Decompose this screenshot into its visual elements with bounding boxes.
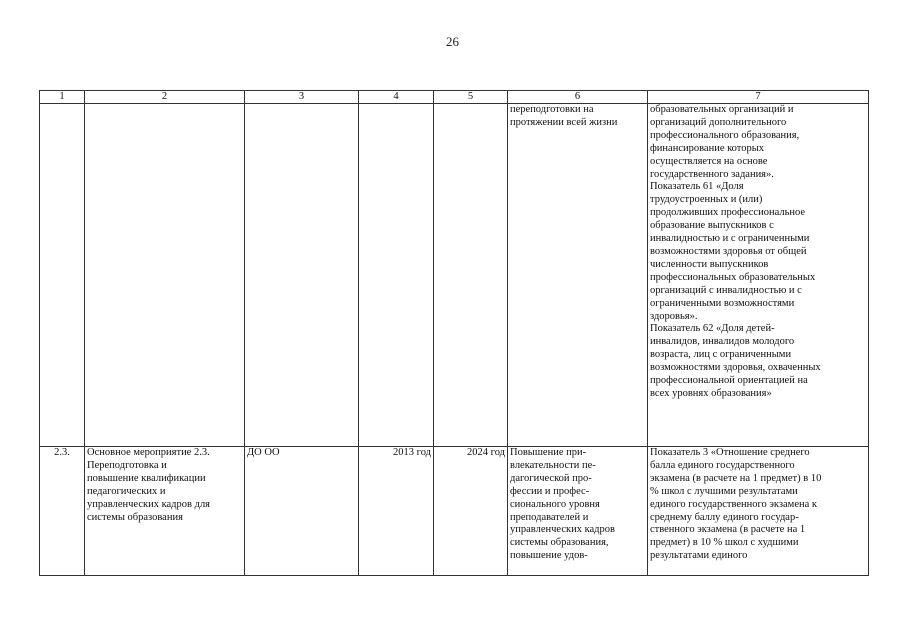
table-row — [40, 104, 869, 447]
header-cell: 7 — [648, 91, 869, 104]
header-cell: 2 — [85, 91, 245, 104]
start-year-cell — [359, 104, 434, 447]
activity-name-cell: Основное мероприятие 2.3. Переподготовка и повышение квалификации педагогических и управленческих кадров для системы образования — [85, 447, 245, 576]
program-table — [39, 90, 869, 576]
expected-result-cell: переподготовки на протяжении всей жизни — [508, 104, 648, 447]
page-number: 26 — [446, 34, 459, 49]
header-cell: 6 — [508, 91, 648, 104]
expected-result-cell: Повышение при- влекательности пе- дагогической про- фессии и профес- сионального уровня преподавателей и управленческих кадров системы образования, повышение удов- — [508, 447, 648, 576]
responsible-cell: ДО ОО — [245, 447, 359, 576]
table-row — [40, 447, 869, 576]
indicator-cell: Показатель 3 «Отношение среднего балла единого государственного экзамена (в расчете на 1 предмет) в 10 % школ с лучшими результатами единого государственного экзамена к среднему баллу единого государ- ственного экзамена (в расчете на 1 предмет) в 10 % школ с худшими результатами единого — [648, 447, 869, 576]
header-cell: 1 — [40, 91, 85, 104]
header-cell: 4 — [359, 91, 434, 104]
end-year-cell — [434, 104, 508, 447]
start-year-cell: 2013 год — [359, 447, 434, 576]
responsible-cell — [245, 104, 359, 447]
header-cell: 3 — [245, 91, 359, 104]
activity-name-cell — [85, 104, 245, 447]
header-cell: 5 — [434, 91, 508, 104]
end-year-cell: 2024 год — [434, 447, 508, 576]
indicator-cell: образовательных организаций и организаций дополнительного профессионального образования, финансирование которых осуществляется на основе государственного задания». Показатель 61 «Доля трудоустроенных и (или) продолживших профессиональное образование выпускников с инвалидностью и с ограниченными возможностями здоровья от общей численности выпускников профессиональных образовательных организаций с инвалидностью и с ограниченными возможностями здоровья». Показатель 62 «Доля детей- инвалидов, инвалидов молодого возраста, лиц с ограниченными возможностями здоровья, охваченных профессиональной ориентацией на всех уровнях образования» — [648, 104, 869, 447]
row-number-cell — [40, 104, 85, 447]
table-header-row — [40, 91, 869, 104]
row-number-cell: 2.3. — [40, 447, 85, 576]
